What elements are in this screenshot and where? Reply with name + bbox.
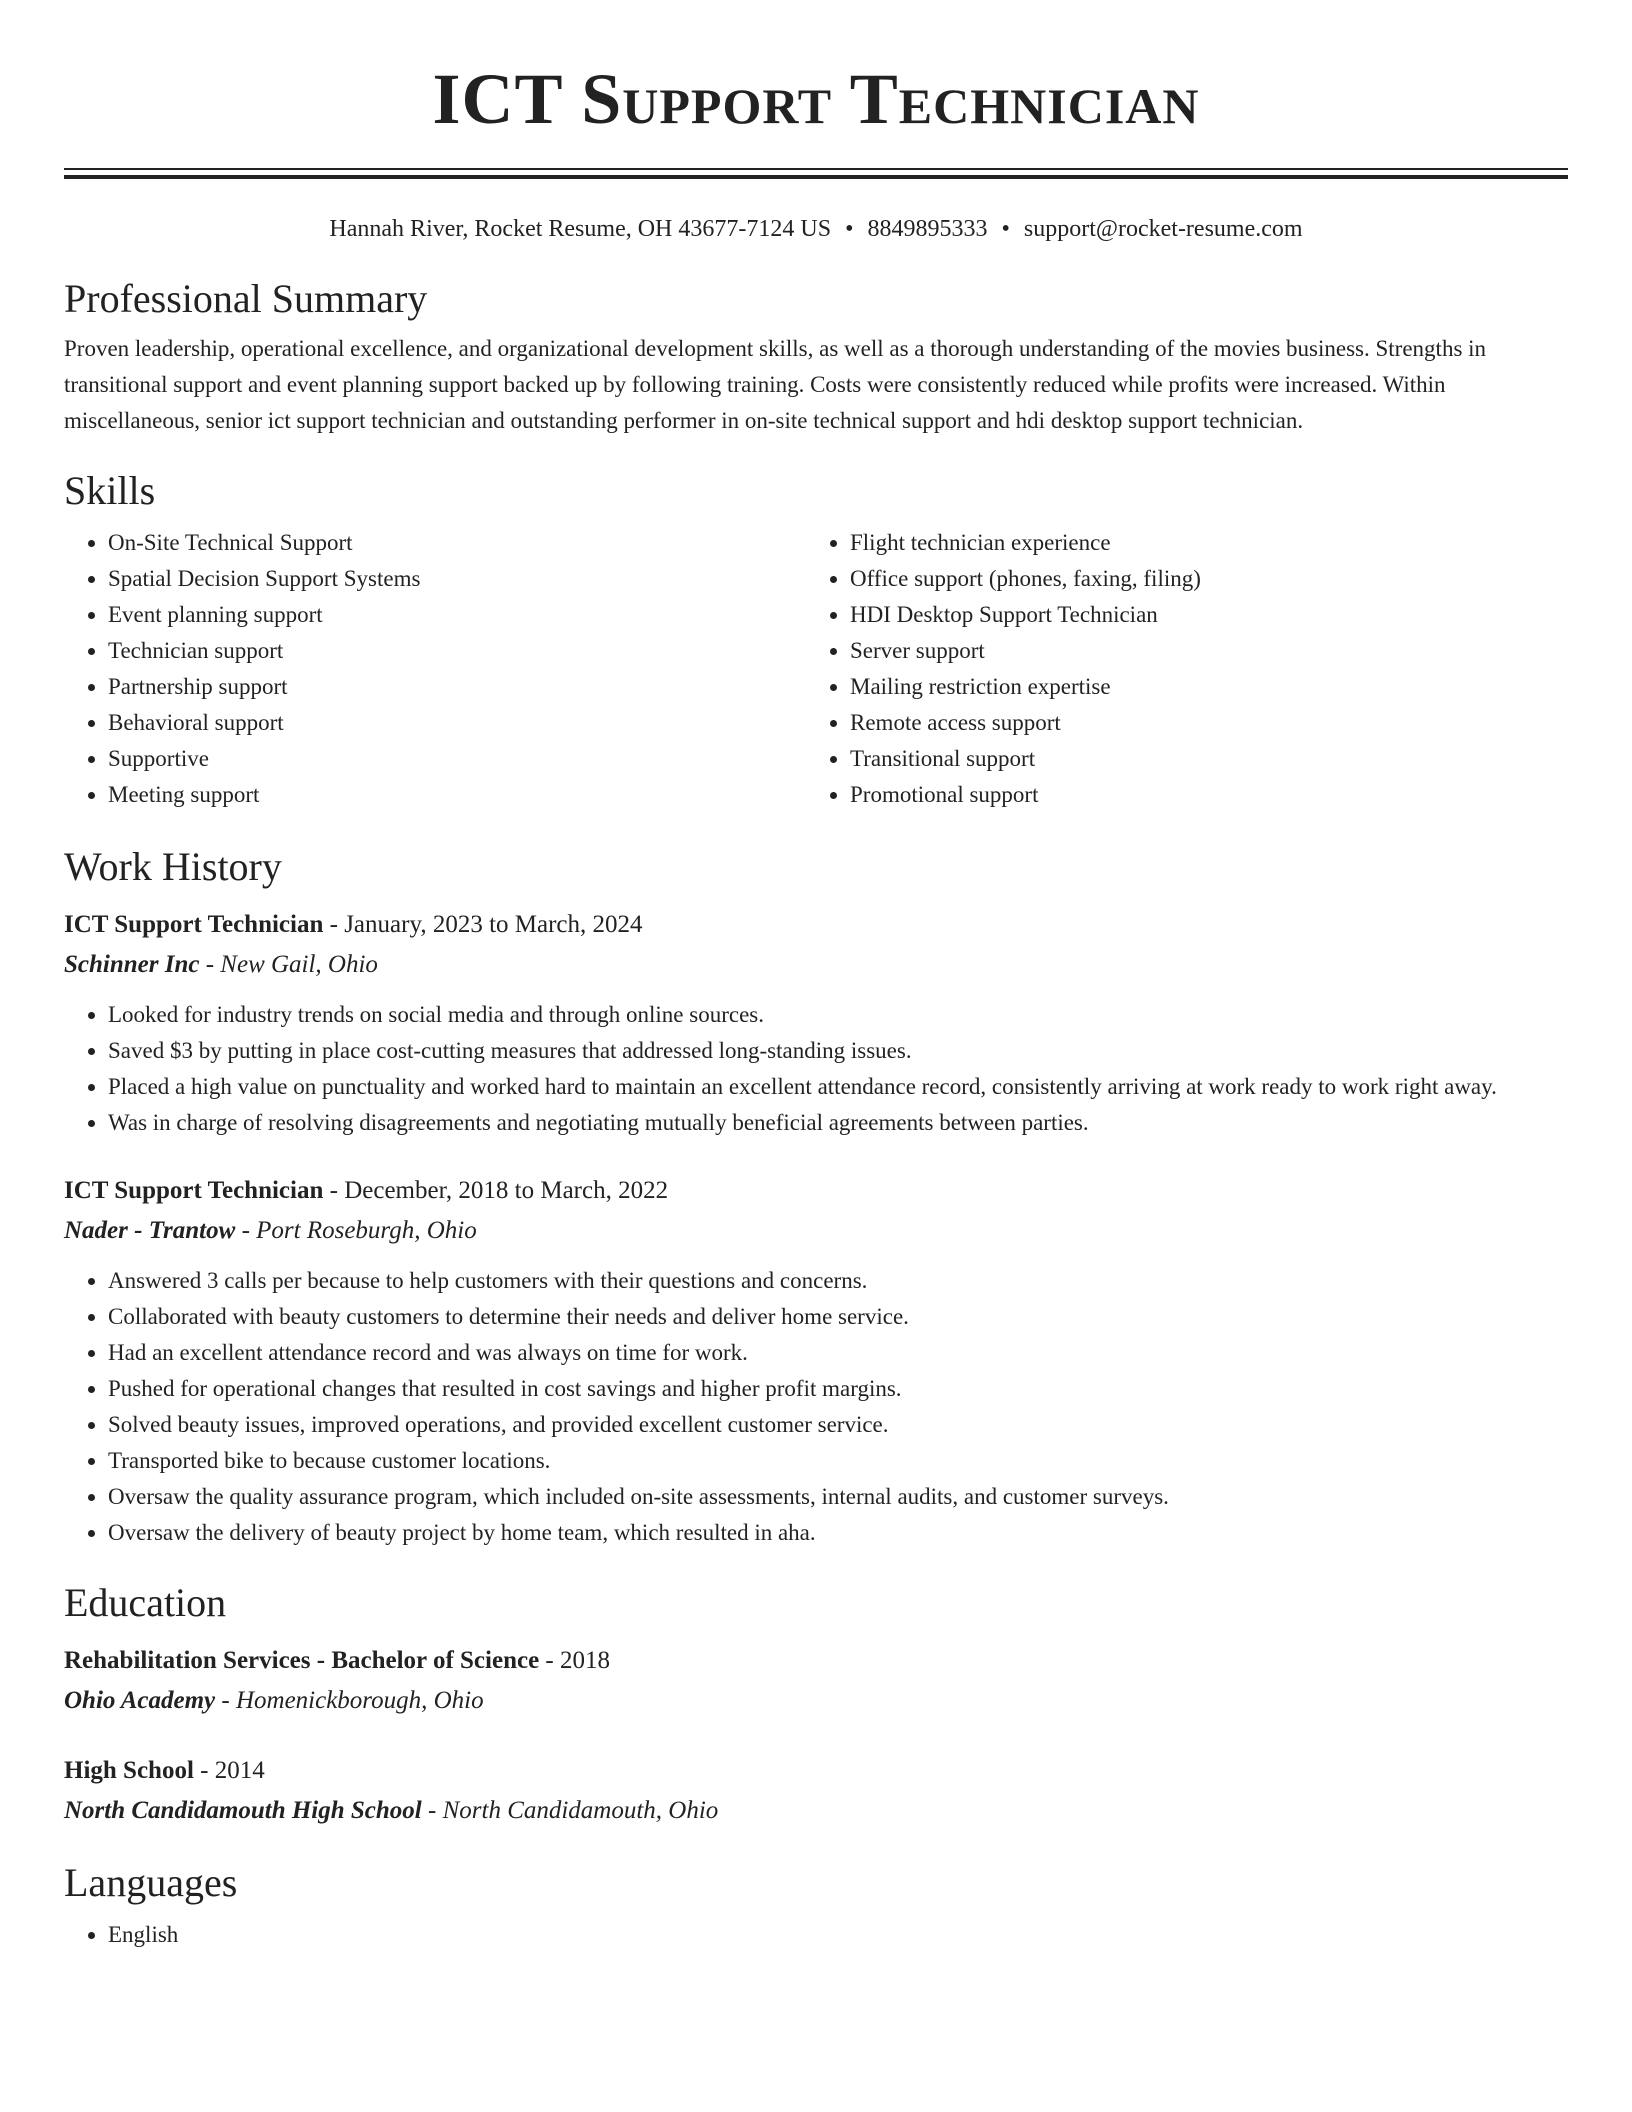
language-item: • English [108, 1917, 1568, 1953]
job-bullet: • Looked for industry trends on social media and through online sources. [108, 997, 1568, 1033]
job-bullet: • Oversaw the delivery of beauty project by home team, which resulted in aha. [108, 1515, 1568, 1551]
resume-title: ICT Support Technician [432, 59, 1200, 139]
job-header [64, 905, 1568, 945]
skill-item: • Mailing restriction expertise [850, 669, 1548, 705]
job-bullet: • Answered 3 calls per because to help customers with their questions and concerns. [108, 1263, 1568, 1299]
education-location: - Homenickborough, Ohio [215, 1687, 484, 1714]
job-bullet: • Oversaw the quality assurance program, which included on-site assessments, internal audits, and customer surveys. [108, 1479, 1568, 1515]
title-divider-thick [64, 175, 1568, 179]
education-school-line [64, 1791, 1568, 1831]
skills-grid [64, 525, 1568, 813]
skill-item: • Flight technician experience [850, 525, 1548, 561]
summary-heading: Professional Summary [64, 276, 428, 321]
job-bullet: • Transported bike to because customer locations. [108, 1443, 1568, 1479]
education-year: - 2018 [539, 1647, 610, 1674]
languages-heading: Languages [64, 1860, 238, 1905]
skill-item: • Office support (phones, faxing, filing) [850, 561, 1548, 597]
skill-item: • Event planning support [108, 597, 806, 633]
education-degree: Rehabilitation Services - Bachelor of Science [64, 1647, 540, 1674]
contact-address: Hannah River, Rocket Resume, OH 43677-7124 US [329, 216, 832, 242]
job-bullet: • Saved $3 by putting in place cost-cutting measures that addressed long-standing issues. [108, 1033, 1568, 1069]
job-location: - New Gail, Ohio [199, 951, 378, 978]
job-bullet: • Pushed for operational changes that resulted in cost savings and higher profit margins. [108, 1371, 1568, 1407]
skill-item: • Behavioral support [108, 705, 806, 741]
work-history-heading: Work History [64, 844, 282, 889]
job-employer [64, 945, 1568, 985]
education-school: Ohio Academy [64, 1687, 216, 1714]
education-school-line [64, 1681, 1568, 1721]
job-company: Schinner Inc [64, 951, 200, 978]
education-entry [64, 1641, 1568, 1721]
education-year: - 2014 [193, 1757, 265, 1784]
job-title: ICT Support Technician [64, 911, 324, 938]
education-header [64, 1751, 1568, 1791]
skill-item: • Technician support [108, 633, 806, 669]
job-location: - Port Roseburgh, Ohio [235, 1217, 477, 1244]
education-degree: High School [64, 1757, 194, 1784]
contact-phone: 8849895333 [867, 216, 988, 242]
skills-heading: Skills [64, 468, 156, 513]
skill-item: • Promotional support [850, 777, 1548, 813]
skill-item: • On-Site Technical Support [108, 525, 806, 561]
job-dates: - January, 2023 to March, 2024 [323, 911, 643, 938]
contact-separator: • [1001, 216, 1010, 242]
skills-column-left [64, 525, 806, 813]
contact-email: support@rocket-resume.com [1023, 216, 1303, 242]
job-bullet: • Had an excellent attendance record and was always on time for work. [108, 1335, 1568, 1371]
skill-item: • HDI Desktop Support Technician [850, 597, 1548, 633]
job-title: ICT Support Technician [64, 1177, 324, 1204]
job-bullet: • Was in charge of resolving disagreements and negotiating mutually beneficial agreements between parties. [108, 1105, 1568, 1141]
summary-text: Proven leadership, operational excellence, and organizational development skills, as well as a thorough understanding of the movies business. Strengths in transitional support and event planning support backed up by following training. Costs were consistently reduced while profits were increased. Within miscellaneous, senior ict support technician and outstanding performer in on-site technical support and hdi desktop support technician. [64, 336, 1487, 433]
job-entry [64, 905, 1568, 1141]
skill-item: • Partnership support [108, 669, 806, 705]
job-bullet: • Placed a high value on punctuality and worked hard to maintain an excellent attendance record, consistently arriving at work ready to work right away. [108, 1069, 1568, 1105]
job-header [64, 1171, 1568, 1211]
skill-item: • Spatial Decision Support Systems [108, 561, 806, 597]
education-heading: Education [64, 1580, 227, 1625]
education-entry [64, 1751, 1568, 1831]
job-company: Nader - Trantow [64, 1217, 236, 1244]
skill-item: • Remote access support [850, 705, 1548, 741]
education-header [64, 1641, 1568, 1681]
job-bullet: • Solved beauty issues, improved operations, and provided excellent customer service. [108, 1407, 1568, 1443]
skill-item: • Server support [850, 633, 1548, 669]
job-entry [64, 1171, 1568, 1551]
skill-item: • Transitional support [850, 741, 1548, 777]
job-bullet: • Collaborated with beauty customers to determine their needs and deliver home service. [108, 1299, 1568, 1335]
contact-line [64, 213, 1568, 245]
education-location: - North Candidamouth, Ohio [421, 1797, 719, 1824]
title-divider-thin [64, 168, 1568, 170]
contact-separator: • [845, 216, 854, 242]
job-employer [64, 1211, 1568, 1251]
skill-item: • Supportive [108, 741, 806, 777]
job-dates: - December, 2018 to March, 2022 [323, 1177, 669, 1204]
education-school: North Candidamouth High School [64, 1797, 422, 1824]
skills-column-right [806, 525, 1548, 813]
skill-item: • Meeting support [108, 777, 806, 813]
